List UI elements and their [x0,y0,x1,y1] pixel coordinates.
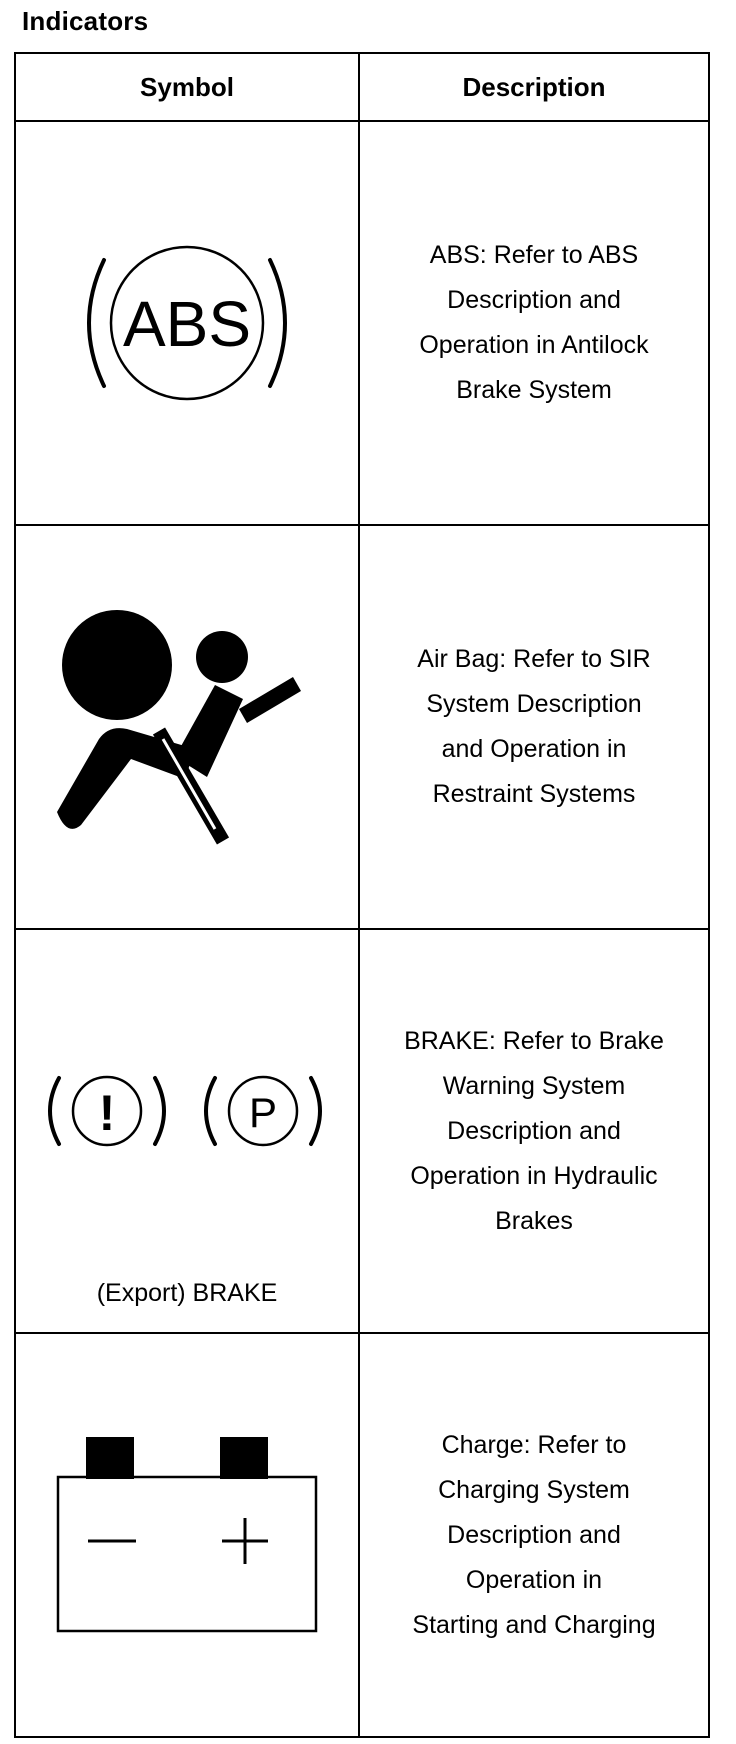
description-line: Warning System [442,1071,626,1100]
table-row [15,929,709,1333]
table-row [15,1333,709,1737]
parking-brake-label: P [248,1089,278,1136]
airbag-warning-icon [47,607,327,847]
symbol-cell [15,121,359,525]
description-line: Air Bag: Refer to SIR [417,645,651,673]
description-line: and Operation in [441,735,627,763]
brake-warning-icon [37,1066,337,1156]
description-cell [359,1333,709,1737]
description-line: Charge: Refer to [441,1430,627,1459]
symbol-cell [15,525,359,929]
description-line: Operation in Antilock [419,331,649,359]
battery-charge-icon [52,1435,322,1635]
description-line: Charging System [438,1475,630,1504]
indicators-table [14,52,710,1738]
page-title: Indicators [22,6,149,36]
description-line: BRAKE: Refer to Brake [404,1026,664,1055]
description-cell [359,121,709,525]
symbol-column-header: Symbol [15,53,359,121]
table-header-row [15,53,709,121]
description-line: ABS: Refer to ABS [429,241,639,269]
description-cell [359,929,709,1333]
table-row [15,121,709,525]
description-line: Description and [447,1116,621,1145]
symbol-cell [15,1333,359,1737]
description-line: Starting and Charging [412,1610,656,1639]
symbol-caption: (Export) BRAKE [96,1279,278,1307]
description-line: Restraint Systems [432,780,636,808]
brake-warning-label: ! [98,1085,116,1141]
description-line: Brakes [495,1206,573,1235]
symbol-cell [15,929,359,1333]
description-line: Description and [447,1520,621,1549]
description-line: Description and [447,286,621,314]
abs-warning-icon [72,238,302,408]
description-line: System Description [426,690,642,718]
table-row [15,525,709,929]
description-cell [359,525,709,929]
description-line: Operation in Hydraulic [410,1161,658,1190]
abs-icon-label: ABS [122,288,252,360]
description-column-header: Description [359,53,709,121]
description-line: Brake System [456,376,612,404]
description-line: Operation in [465,1565,603,1594]
